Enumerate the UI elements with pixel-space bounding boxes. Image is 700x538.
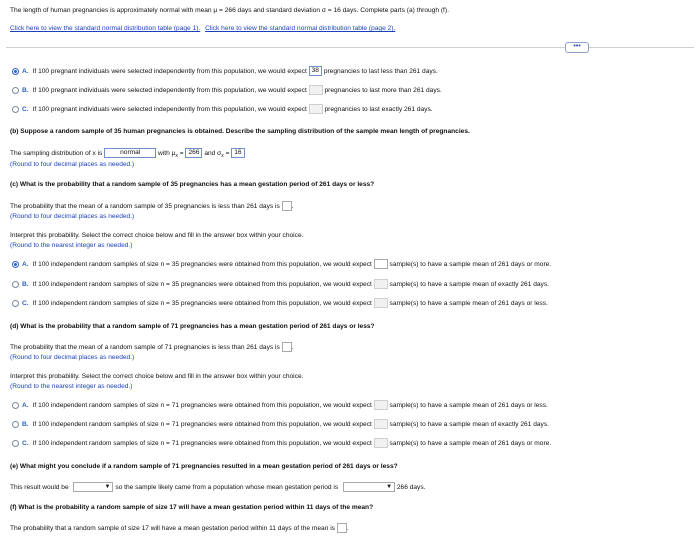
part-c-round-note: (Round to four decimal places as needed.) — [10, 213, 135, 220]
answer-box[interactable] — [374, 438, 388, 448]
radio-icon[interactable] — [12, 440, 19, 447]
radio-icon[interactable] — [12, 281, 19, 288]
part-d-round-int: (Round to the nearest integer as needed.) — [10, 383, 133, 390]
divider — [6, 47, 694, 48]
radio-icon[interactable] — [12, 106, 19, 113]
answer-box[interactable] — [374, 279, 388, 289]
answer-box[interactable] — [374, 419, 388, 429]
part-f-prob-line: The probability that a random sample of size 17 will have a mean gestation period within 11 days of the mean is . — [10, 524, 349, 532]
part-c-round-int: (Round to the nearest integer as needed.) — [10, 242, 133, 249]
shape-answer-box[interactable]: normal — [104, 148, 156, 158]
part-d-question: (d) What is the probability that a random sample of 71 pregnancies has a mean gestation period of 261 days or less? — [10, 323, 375, 330]
prob-answer-box[interactable] — [337, 523, 347, 533]
prob-answer-box[interactable] — [282, 342, 292, 352]
part-e-question: (e) What might you conclude if a random sample of 71 pregnancies resulted in a mean gestation period of 261 days or less? — [10, 463, 398, 470]
answer-box[interactable]: 38 — [309, 66, 322, 76]
radio-icon[interactable] — [12, 402, 19, 409]
dropdown-arrow-icon: ▼ — [386, 484, 393, 490]
part-f-question: (f) What is the probability a random sample of size 17 will have a mean gestation period within 11 days of the mean? — [10, 504, 374, 511]
part-d-prob-line: The probability that the mean of a random sample of 71 pregnancies is less than 261 days is . — [10, 343, 294, 351]
result-dropdown[interactable] — [73, 482, 113, 492]
part-a-option-a[interactable]: A. If 100 pregnant individuals were selected independently from this population, we would expect 38 pregnancies to last less than 261 days. — [12, 66, 438, 77]
intro-text: The length of human pregnancies is approximately normal with mean μ = 266 days and standard deviation σ = 16 days. Complete parts (a) through (f). — [10, 7, 449, 14]
answer-box[interactable] — [374, 259, 388, 269]
dropdown-arrow-icon: ▼ — [104, 484, 111, 490]
radio-selected-icon[interactable] — [12, 68, 19, 75]
part-a-option-c[interactable]: C. If 100 pregnant individuals were selected independently from this population, we would expect pregnancies to last exactly 261 days. — [12, 104, 433, 115]
part-c-prob-line: The probability that the mean of a random sample of 35 pregnancies is less than 261 days is . — [10, 202, 294, 210]
part-b-answer-line: The sampling distribution of x is normal with $\mu_x = 266$ and $\sigma_x = 16$ — [10, 148, 245, 161]
part-d-option-c[interactable]: C. If 100 independent random samples of size n = 71 pregnancies were obtained from this population, we would expect sample(s) to have a sample mean of 261 days or more. — [12, 438, 551, 449]
answer-box[interactable] — [374, 400, 388, 410]
part-b-round-note: (Round to four decimal places as needed.) — [10, 161, 135, 168]
part-d-round-note: (Round to four decimal places as needed.) — [10, 354, 135, 361]
prob-answer-box[interactable] — [282, 201, 292, 211]
radio-icon[interactable] — [12, 421, 19, 428]
part-c-option-a[interactable]: A. If 100 independent random samples of size n = 35 pregnancies were obtained from this population, we would expect sample(s) to have a sample mean of 261 days or more. — [12, 259, 551, 270]
part-d-option-b[interactable]: B. If 100 independent random samples of size n = 71 pregnancies were obtained from this population, we would expect sample(s) to have a sample mean of exactly 261 days. — [12, 419, 549, 430]
answer-box[interactable] — [309, 104, 323, 114]
table-page-2-link[interactable]: Click here to view the standard normal distribution table (page 2). — [205, 25, 396, 32]
part-c-option-c[interactable]: C. If 100 independent random samples of size n = 35 pregnancies were obtained from this population, we would expect sample(s) to have a sample mean of 261 days or less. — [12, 298, 548, 309]
comparison-dropdown[interactable] — [343, 482, 395, 492]
part-c-question: (c) What is the probability that a random sample of 35 pregnancies has a mean gestation period of 261 days or less? — [10, 181, 375, 188]
part-b-question: (b) Suppose a random sample of 35 human pregnancies is obtained. Describe the sampling distribution of the sample mean length of pregnancies. — [10, 128, 470, 135]
part-c-option-b[interactable]: B. If 100 independent random samples of size n = 35 pregnancies were obtained from this population, we would expect sample(s) to have a sample mean of exactly 261 days. — [12, 279, 549, 290]
part-d-interpret: Interpret this probability. Select the correct choice below and fill in the answer box within your choice. — [10, 373, 304, 380]
part-c-interpret: Interpret this probability. Select the correct choice below and fill in the answer box within your choice. — [10, 232, 304, 239]
part-d-option-a[interactable]: A. If 100 independent random samples of size n = 71 pregnancies were obtained from this population, we would expect sample(s) to have a sample mean of 261 days or less. — [12, 400, 548, 411]
answer-box[interactable] — [374, 298, 388, 308]
table-links — [10, 24, 395, 34]
more-options-button[interactable]: ••• — [565, 42, 589, 53]
table-page-1-link[interactable]: Click here to view the standard normal distribution table (page 1). — [10, 25, 201, 32]
radio-icon[interactable] — [12, 87, 19, 94]
sd-answer-box[interactable]: 16 — [231, 148, 244, 158]
radio-selected-icon[interactable] — [12, 261, 19, 268]
part-a-option-b[interactable]: B. If 100 pregnant individuals were selected independently from this population, we would expect pregnancies to last more than 261 days. — [12, 85, 442, 96]
mean-answer-box[interactable]: 266 — [185, 148, 202, 158]
answer-box[interactable] — [309, 85, 323, 95]
part-e-answer-line: This result would be ▼ so the sample likely came from a population whose mean gestation period is ▼ 266 days. — [10, 483, 426, 491]
radio-icon[interactable] — [12, 300, 19, 307]
